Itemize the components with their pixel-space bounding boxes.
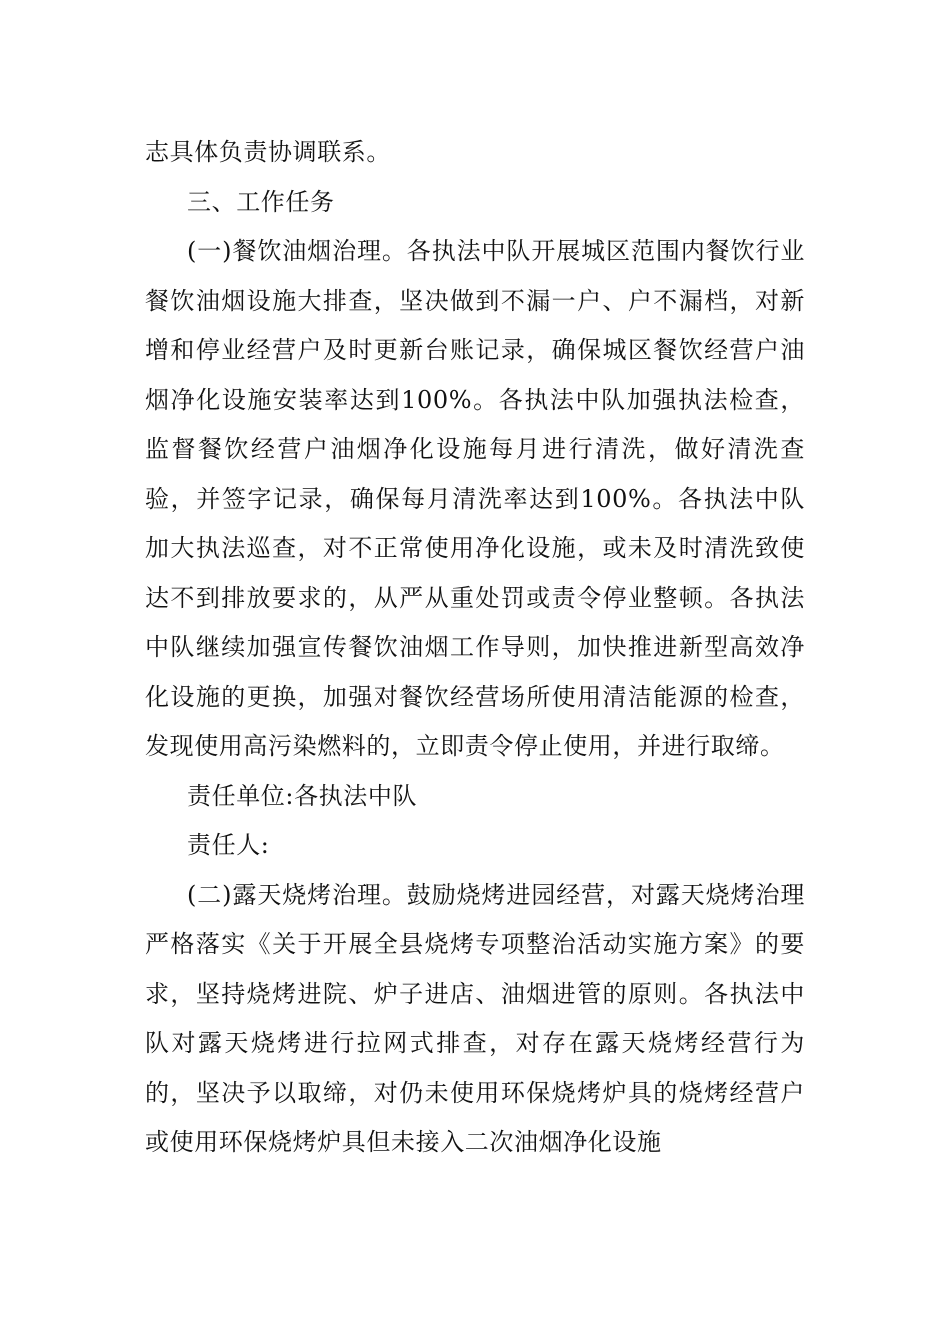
paragraph-catering-fume-control: (一)餐饮油烟治理。各执法中队开展城区范围内餐饮行业餐饮油烟设施大排查，坚决做到不漏一户、户不漏档，对新增和停业经营户及时更新台账记录，确保城区餐饮经营户油烟净化设施安装率达到100%。各执法中队加强执法检查，监督餐饮经营户油烟净化设施每月进行清洗，做好清洗查验，并签字记录，确保每月清洗率达到100%。各执法中队加大执法巡查，对不正常使用净化设施，或未及时清洗致使达不到排放要求的，从严从重处罚或责令停业整顿。各执法中队继续加强宣传餐饮油烟工作导则，加快推进新型高效净化设施的更换，加强对餐饮经营场所使用清洁能源的检查，发现使用高污染燃料的，立即责令停止使用，并进行取缔。 <box>145 237 805 760</box>
paragraph-continuation: 志具体负责协调联系。 <box>145 138 391 166</box>
section-heading-work-tasks: 三、工作任务 <box>187 187 335 216</box>
paragraph-outdoor-barbecue-control: (二)露天烧烤治理。鼓励烧烤进园经营，对露天烧烤治理严格落实《关于开展全县烧烤专项整治活动实施方案》的要求，坚持烧烤进院、炉子进店、油烟进管的原则。各执法中队对露天烧烤进行拉网式排查，对存在露天烧烤经营行为的，坚决予以取缔，对仍未使用环保烧烤炉具的烧烤经营户或使用环保烧烤炉具但未接入二次油烟净化设施 <box>145 880 805 1156</box>
document-body <box>145 128 805 1168</box>
responsible-unit: 责任单位:各执法中队 <box>187 781 418 810</box>
responsible-person: 责任人: <box>187 831 270 859</box>
